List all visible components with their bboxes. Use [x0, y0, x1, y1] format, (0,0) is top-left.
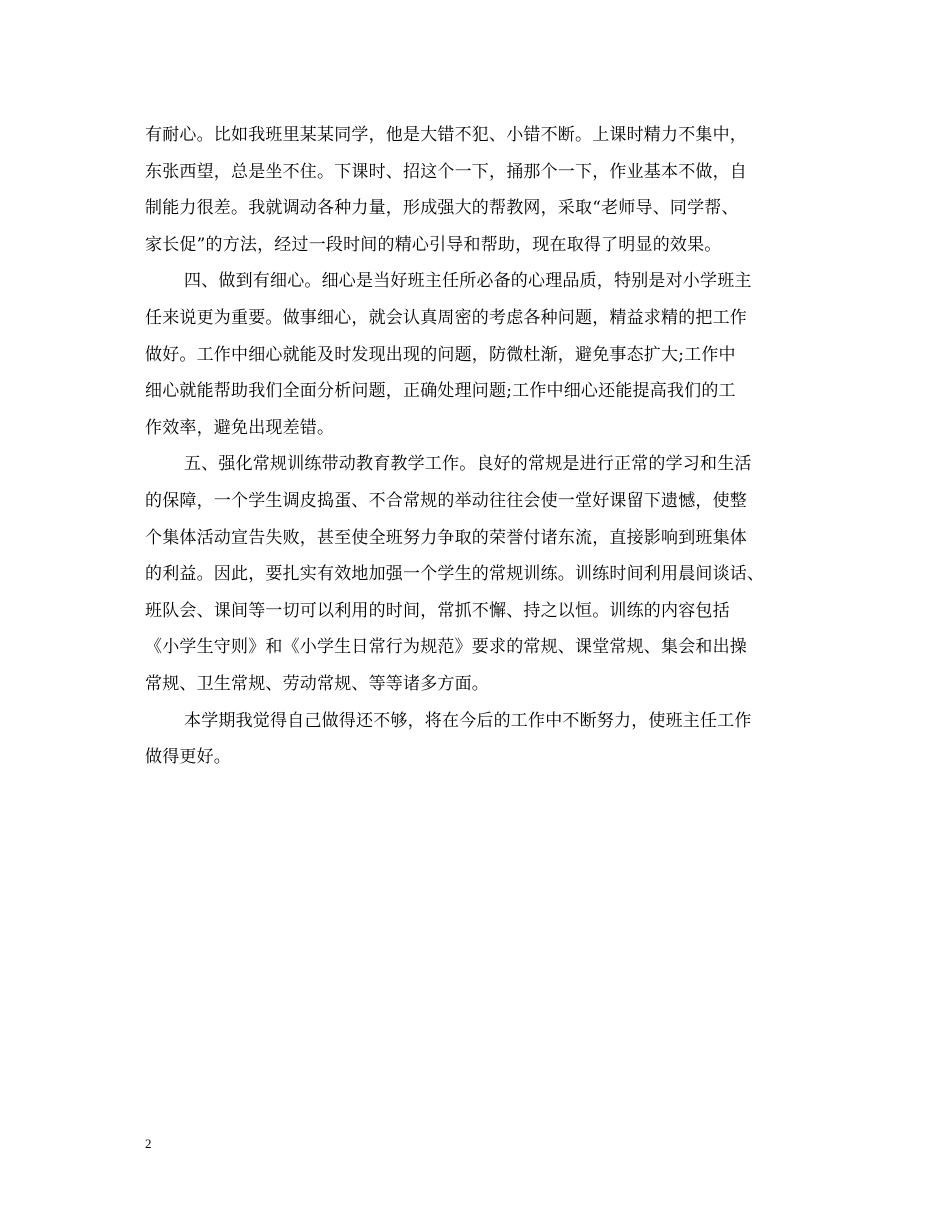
paragraph-4 — [145, 703, 810, 776]
paragraph-line: 做得更好。 — [145, 747, 231, 768]
paragraph-line: 制能力很差。我就调动各种力量，形成强大的帮教网，采取“老师导、同学帮、 — [145, 198, 739, 219]
paragraph-line: 个集体活动宣告失败，甚至使全班努力争取的荣誉付诸东流，直接影响到班集体 — [145, 527, 747, 548]
paragraph-line: 家长促”的方法，经过一段时间的精心引导和帮助，现在取得了明显的效果。 — [145, 234, 722, 255]
paragraph-line: 的利益。因此，要扎实有效地加强一个学生的常规训练。训练时间利用晨间谈话、 — [145, 564, 765, 585]
paragraph-line: 东张西望，总是坐不住。下课时、招这个一下，捅那个一下，作业基本不做，自 — [145, 161, 747, 182]
paragraph-line: 的保障，一个学生调皮捣蛋、不合常规的举动往往会使一堂好课留下遗憾，使整 — [145, 490, 747, 511]
paragraph-line: 作效率，避免出现差错。 — [145, 417, 335, 438]
paragraph-line: 四、做到有细心。细心是当好班主任所必备的心理品质，特别是对小学班主 — [184, 271, 752, 292]
paragraph-line: 细心就能帮助我们全面分析问题，正确处理问题;工作中细心还能提高我们的工 — [145, 381, 736, 402]
paragraph-3 — [145, 446, 810, 702]
document-body — [145, 117, 810, 776]
paragraph-1 — [145, 117, 810, 263]
paragraph-line: 《小学生守则》和《小学生日常行为规范》要求的常规、课堂常规、集会和出操 — [145, 637, 747, 658]
paragraph-line: 常规、卫生常规、劳动常规、等等诸多方面。 — [145, 673, 489, 694]
paragraph-line: 五、强化常规训练带动教育教学工作。良好的常规是进行正常的学习和生活 — [184, 454, 752, 475]
paragraph-2 — [145, 263, 810, 446]
paragraph-line: 班队会、课间等一切可以利用的时间，常抓不懈、持之以恒。训练的内容包括 — [145, 600, 730, 621]
page-number: 2 — [145, 1136, 152, 1151]
paragraph-line: 本学期我觉得自己做得还不够，将在今后的工作中不断努力，使班主任工作 — [184, 710, 752, 731]
paragraph-line: 有耐心。比如我班里某某同学，他是大错不犯、小错不断。上课时精力不集中， — [145, 125, 747, 145]
paragraph-line: 任来说更为重要。做事细心，就会认真周密的考虑各种问题，精益求精的把工作 — [145, 307, 747, 328]
paragraph-line: 做好。工作中细心就能及时发现出现的问题，防微杜渐，避免事态扩大;工作中 — [145, 344, 736, 365]
